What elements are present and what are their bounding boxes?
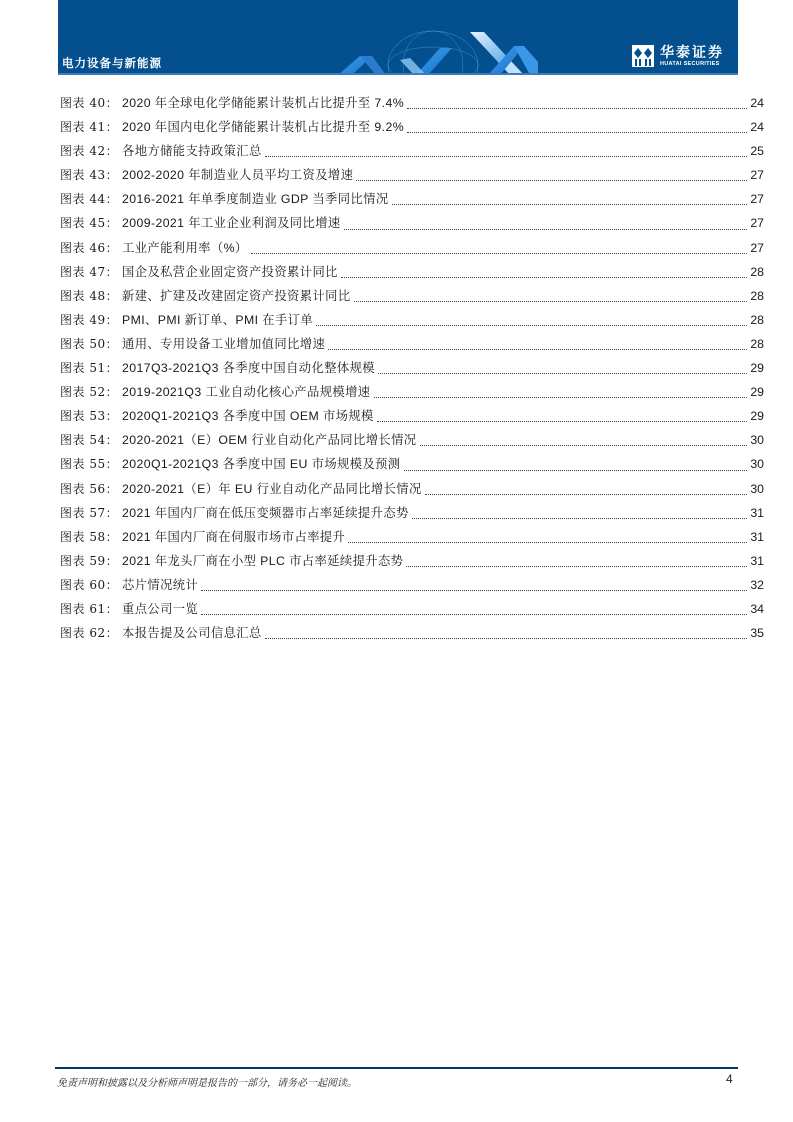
toc-entry-title[interactable]: 国企及私营企业固定资产投资累计同比 (122, 264, 338, 279)
toc-entry-title[interactable]: 本报告提及公司信息汇总 (122, 626, 262, 641)
toc-entry-title[interactable]: 2021 年龙头厂商在小型 PLC 市占率延续提升态势 (122, 553, 404, 568)
toc-entry-title[interactable]: 通用、专用设备工业增加值同比增速 (122, 336, 326, 351)
toc-entry-label: 图表 40： (60, 96, 119, 110)
toc-entry[interactable] (60, 551, 764, 575)
toc-entry-page[interactable]: 24 (750, 96, 764, 110)
toc-dot-leader (328, 348, 747, 350)
toc-entry-title[interactable]: 2020Q1-2021Q3 各季度中国 EU 市场规模及预测 (122, 457, 401, 472)
toc-entry[interactable] (60, 286, 764, 310)
toc-entry[interactable] (60, 599, 764, 623)
toc-entry-title[interactable]: 重点公司一览 (122, 601, 199, 616)
toc-entry[interactable] (60, 310, 764, 334)
toc-dot-leader (265, 155, 747, 157)
header-bottom-line (58, 73, 738, 75)
toc-dot-leader (344, 228, 747, 230)
toc-entry-page[interactable]: 30 (750, 457, 764, 472)
toc-entry[interactable] (60, 117, 764, 141)
toc-entry[interactable] (60, 406, 764, 430)
toc-entry[interactable] (60, 358, 764, 382)
footer-disclaimer: 免责声明和披露以及分析师声明是报告的一部分，请务必一起阅读。 (57, 1078, 357, 1089)
logo-chinese-name: 华泰证券 (660, 44, 724, 60)
toc-dot-leader (265, 637, 747, 639)
toc-entry-title[interactable]: PMI、PMI 新订单、PMI 在手订单 (122, 312, 314, 327)
toc-entry-page[interactable]: 27 (750, 168, 764, 183)
toc-entry[interactable] (60, 503, 764, 527)
toc-dot-leader (356, 179, 747, 181)
toc-dot-leader (201, 613, 747, 615)
toc-entry-title[interactable]: 2002-2020 年制造业人员平均工资及增速 (122, 168, 354, 183)
toc-entry-label: 图表 51： (60, 361, 119, 376)
toc-entry[interactable] (60, 262, 764, 286)
toc-entry[interactable] (60, 575, 764, 599)
toc-entry-page[interactable]: 29 (750, 361, 764, 376)
toc-entry[interactable] (60, 623, 764, 647)
toc-entry-title[interactable]: 2020 年国内电化学储能累计装机占比提升至 9.2% (122, 120, 405, 135)
toc-entry-page[interactable]: 24 (750, 120, 764, 135)
toc-entry-page[interactable]: 35 (750, 626, 764, 641)
toc-entry[interactable] (60, 382, 764, 406)
toc-dot-leader (378, 372, 747, 374)
huatai-logo-mark-icon (632, 45, 654, 67)
toc-entry[interactable] (60, 189, 764, 213)
toc-entry-label: 图表 55： (60, 457, 119, 472)
toc-entry-title[interactable]: 2020-2021（E）OEM 行业自动化产品同比增长情况 (122, 433, 417, 448)
huatai-logo (632, 42, 724, 70)
toc-entry-title[interactable]: 2020-2021（E）年 EU 行业自动化产品同比增长情况 (122, 481, 422, 496)
logo-english-name: HUATAI SECURITIES (660, 61, 720, 67)
toc-entry[interactable] (60, 527, 764, 551)
toc-entry-label: 图表 52： (60, 385, 119, 400)
toc-dot-leader (316, 324, 747, 326)
toc-entry-label: 图表 62： (60, 626, 119, 641)
toc-entry-page[interactable]: 29 (750, 385, 764, 400)
toc-dot-leader (407, 107, 747, 109)
toc-entry-label: 图表 59： (60, 553, 119, 568)
toc-entry-page[interactable]: 31 (750, 529, 764, 544)
toc-entry-label: 图表 54： (60, 433, 119, 448)
toc-entry-page[interactable]: 25 (750, 144, 764, 159)
toc-entry-page[interactable]: 28 (750, 288, 764, 303)
toc-entry[interactable] (60, 165, 764, 189)
toc-entry-page[interactable]: 28 (750, 312, 764, 327)
toc-dot-leader (354, 300, 747, 302)
toc-entry-title[interactable]: 2009-2021 年工业企业利润及同比增速 (122, 216, 341, 231)
toc-entry-label: 图表 56： (60, 481, 119, 496)
toc-entry-page[interactable]: 34 (750, 601, 764, 616)
toc-entry-label: 图表 43： (60, 168, 119, 183)
toc-entry-label: 图表 41： (60, 120, 119, 135)
toc-entry-page[interactable]: 28 (750, 264, 764, 279)
toc-dot-leader (412, 517, 747, 519)
toc-entry-page[interactable]: 27 (750, 240, 764, 255)
toc-entry-label: 图表 57： (60, 505, 119, 520)
decorative-globe-graphic (338, 0, 538, 75)
toc-entry-title[interactable]: 2021 年国内厂商在伺服市场市占率提升 (122, 529, 346, 544)
footer-divider (55, 1067, 738, 1069)
toc-entry-label: 图表 45： (60, 216, 119, 231)
toc-dot-leader (392, 203, 747, 205)
toc-entry-title[interactable]: 新建、扩建及改建固定资产投资累计同比 (122, 288, 351, 303)
toc-entry-label: 图表 46： (60, 240, 119, 255)
toc-entry[interactable] (60, 141, 764, 165)
toc-entry-label: 图表 58： (60, 529, 119, 544)
toc-entry[interactable] (60, 454, 764, 478)
toc-dot-leader (341, 276, 747, 278)
toc-entry-label: 图表 42： (60, 144, 119, 159)
report-section-title: 电力设备与新能源 (62, 56, 162, 70)
toc-entry[interactable] (60, 334, 764, 358)
toc-entry-page[interactable]: 31 (750, 553, 764, 568)
toc-dot-leader (201, 589, 747, 591)
toc-dot-leader (407, 131, 747, 133)
toc-entry-title[interactable]: 2020 年全球电化学储能累计装机占比提升至 7.4% (122, 96, 405, 110)
toc-entry-title[interactable]: 工业产能利用率（%） (122, 240, 248, 255)
toc-entry-title[interactable]: 2021 年国内厂商在低压变频器市占率延续提升态势 (122, 505, 409, 520)
toc-entry-title[interactable]: 2017Q3-2021Q3 各季度中国自动化整体规模 (122, 361, 375, 376)
toc-entry-label: 图表 47： (60, 264, 119, 279)
toc-entry-title[interactable]: 芯片情况统计 (122, 577, 199, 592)
page-number: 4 (726, 1072, 733, 1086)
toc-dot-leader (425, 493, 747, 495)
figure-table-of-contents (60, 93, 764, 647)
toc-dot-leader (404, 469, 747, 471)
toc-dot-leader (374, 396, 748, 398)
toc-entry-title[interactable]: 2019-2021Q3 工业自动化核心产品规模增速 (122, 385, 371, 400)
toc-dot-leader (406, 565, 747, 567)
toc-entry-page[interactable]: 28 (750, 336, 764, 351)
toc-entry[interactable] (60, 238, 764, 262)
toc-entry-label: 图表 50： (60, 336, 119, 351)
toc-entry-label: 图表 53： (60, 409, 119, 424)
toc-entry[interactable] (60, 93, 764, 117)
toc-entry-label: 图表 60： (60, 577, 119, 592)
toc-entry-title[interactable]: 2016-2021 年单季度制造业 GDP 当季同比情况 (122, 192, 389, 207)
toc-entry[interactable] (60, 479, 764, 503)
toc-entry-label: 图表 44： (60, 192, 119, 207)
toc-entry-page[interactable]: 29 (750, 409, 764, 424)
toc-entry-label: 图表 49： (60, 312, 119, 327)
toc-entry-page[interactable]: 27 (750, 192, 764, 207)
toc-dot-leader (377, 420, 747, 422)
toc-entry-title[interactable]: 各地方储能支持政策汇总 (122, 144, 262, 159)
toc-entry[interactable] (60, 430, 764, 454)
toc-entry-page[interactable]: 27 (750, 216, 764, 231)
toc-entry-page[interactable]: 30 (750, 481, 764, 496)
toc-entry-page[interactable]: 32 (750, 577, 764, 592)
toc-entry-title[interactable]: 2020Q1-2021Q3 各季度中国 OEM 市场规模 (122, 409, 374, 424)
toc-entry[interactable] (60, 213, 764, 237)
toc-dot-leader (251, 252, 747, 254)
toc-entry-label: 图表 61： (60, 601, 119, 616)
toc-dot-leader (348, 541, 747, 543)
toc-dot-leader (420, 444, 748, 446)
toc-entry-label: 图表 48： (60, 288, 119, 303)
toc-entry-page[interactable]: 30 (750, 433, 764, 448)
page-header (58, 0, 738, 75)
toc-entry-page[interactable]: 31 (750, 505, 764, 520)
